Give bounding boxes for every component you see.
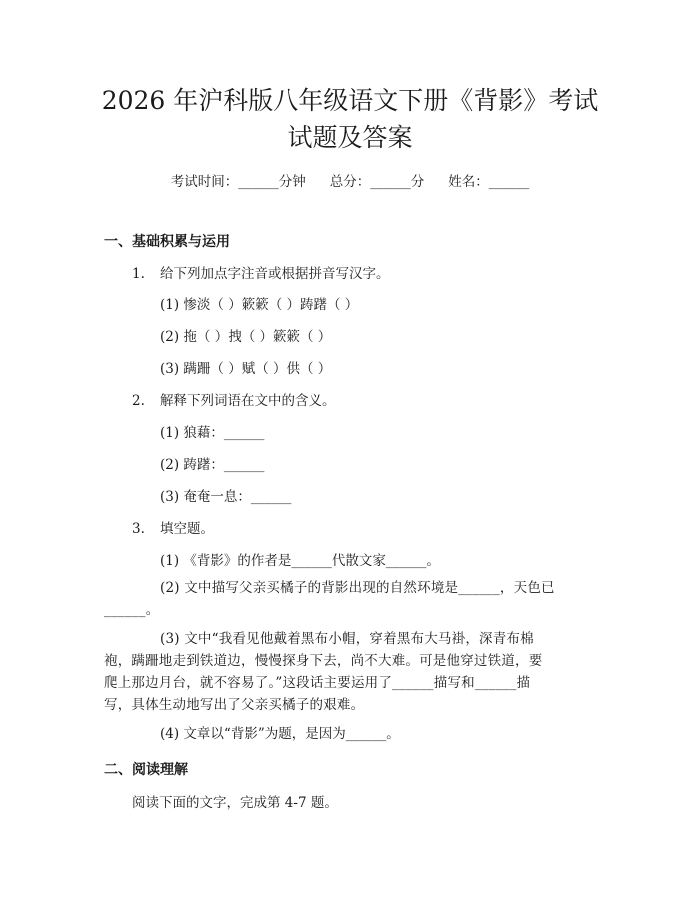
question-1-item-3: (3) 蹒跚（ ）赋（ ）供（ ） — [160, 361, 332, 377]
question-3-text: 填空题。 — [160, 521, 214, 537]
question-2 — [132, 389, 336, 409]
exam-score: 总分：______分 — [329, 174, 425, 190]
question-2-item-1: (1) 狼藉：______ — [160, 425, 265, 441]
question-3-item-2: (2) 文中描写父亲买橘子的背影出现的自然环境是______，天色已______。 — [104, 580, 555, 618]
question-2-number: 2. — [132, 393, 145, 409]
exam-time: 考试时间：______分钟 — [170, 174, 306, 190]
section-heading-reading: 二、阅读理解 — [104, 762, 188, 778]
exam-info — [0, 170, 700, 190]
question-1-item-1: (1) 惨淡（ ）簌簌（ ）踌躇（ ） — [160, 297, 359, 313]
question-2-text: 解释下列词语在文中的含义。 — [160, 393, 336, 409]
question-2-item-2: (2) 踌躇：______ — [160, 457, 265, 473]
question-1-item-2: (2) 拖（ ）拽（ ）簌簌（ ） — [160, 329, 332, 345]
question-1 — [132, 262, 390, 282]
question-3-item-4: (4) 文章以“背影”为题，是因为______。 — [160, 726, 400, 742]
question-1-number: 1. — [132, 266, 145, 282]
reading-intro: 阅读下面的文字，完成第 4-7 题。 — [132, 795, 338, 811]
question-2-item-3: (3) 奄奄一息：______ — [160, 489, 292, 505]
question-1-text: 给下列加点字注音或根据拼音写汉字。 — [160, 266, 390, 282]
exam-name: 姓名：______ — [448, 174, 530, 190]
question-3 — [132, 517, 214, 537]
page-title-line1: 2026 年沪科版八年级语文下册《背影》考试 — [101, 86, 599, 115]
page-title-line2: 试题及答案 — [287, 123, 413, 152]
question-3-number: 3. — [132, 521, 145, 537]
question-3-item-3: (3) 文中“我看见他戴着黑布小帽，穿着黑布大马褂，深青布棉袍，蹒跚地走到铁道边，慢慢探身下去，尚不大难。可是他穿过铁道，要爬上那边月台，就不容易了。”这段话主要运用了______描写和______描写，具体生动地写出了父亲买橘子的艰难。 — [104, 631, 543, 713]
section-heading-basics: 一、基础积累与运用 — [104, 234, 230, 250]
question-3-item-1: (1) 《背影》的作者是______代散文家______。 — [160, 553, 440, 569]
